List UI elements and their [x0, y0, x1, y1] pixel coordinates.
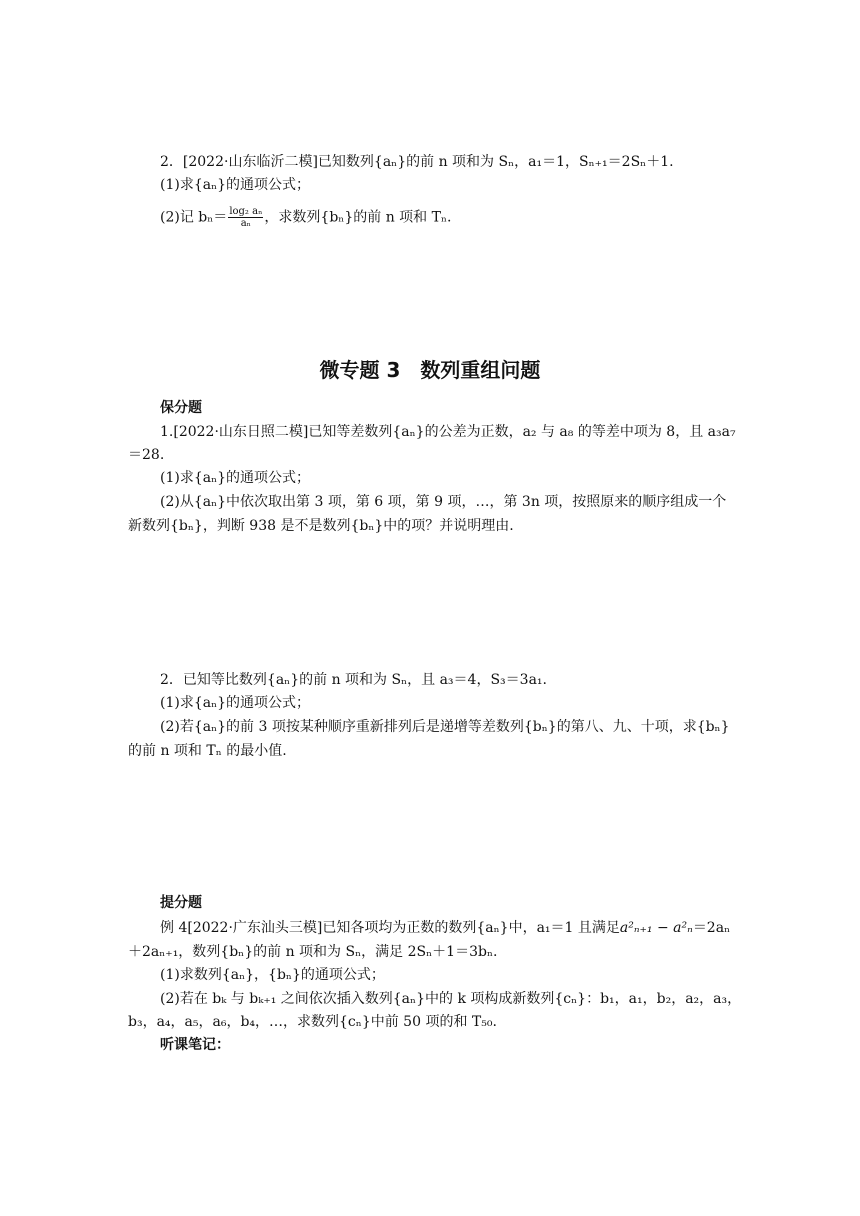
basic-q1-line-1: 1.[2022·山东日照二模]已知等差数列{aₙ}的公差为正数，a₂ 与 a₈ 的等差中项为 8，且 a₃a₇	[160, 424, 736, 440]
basic-q1-line-2: ＝28.	[128, 447, 165, 463]
problem-2-part-2-suffix: ，求数列{bₙ}的前 n 项和 Tₙ.	[264, 209, 452, 226]
fraction-numerator: log₂ aₙ	[229, 206, 263, 217]
example-4-part-2: (2)若在 bₖ 与 bₖ₊₁ 之间依次插入数列{aₙ}中的 k 项构成新数列{cₙ}：b₁，a₁，b₂，a₂，a₃，	[160, 991, 742, 1007]
example-4-part-1: (1)求数列{aₙ}，{bₙ}的通项公式；	[160, 967, 385, 983]
problem-2-statement: 2．[2022·山东临沂二模]已知数列{aₙ}的前 n 项和为 Sₙ，a₁＝1，Sₙ₊₁＝2Sₙ＋1.	[160, 154, 674, 170]
example-4-line-1-suffix: ＝2aₙ	[692, 920, 731, 936]
basic-q2-part-2-cont: 的前 n 项和 Tₙ 的最小值.	[128, 743, 287, 759]
section-title: 微专题 3 数列重组问题	[319, 358, 541, 382]
basic-q1-part-2-cont: 新数列{bₙ}，判断 938 是不是数列{bₙ}中的项？并说明理由.	[128, 518, 514, 534]
advanced-heading: 提分题	[160, 895, 202, 911]
problem-2-part-2-prefix: (2)记 bₙ＝	[160, 209, 228, 226]
basic-q2-part-2: (2)若{aₙ}的前 3 项按某种顺序重新排列后是递增等差数列{bₙ}的第八、九、十项，求{bₙ}	[160, 719, 730, 735]
fraction-denominator: aₙ	[240, 218, 252, 229]
example-4-math: a²ₙ₊₁ − a²ₙ	[619, 920, 693, 936]
problem-2-part-2	[160, 206, 452, 229]
notes-heading: 听课笔记：	[160, 1037, 230, 1053]
basic-q2-part-1: (1)求{aₙ}的通项公式；	[160, 695, 311, 711]
example-4-line-2: ＋2aₙ₊₁，数列{bₙ}的前 n 项和为 Sₙ，满足 2Sₙ＋1＝3bₙ.	[128, 944, 498, 960]
basic-q1-part-2: (2)从{aₙ}中依次取出第 3 项，第 6 项，第 9 项，…，第 3n 项，按照原来的顺序组成一个	[160, 494, 727, 510]
basic-q1-part-1: (1)求{aₙ}的通项公式；	[160, 470, 311, 486]
basic-q2-line-1: 2．已知等比数列{aₙ}的前 n 项和为 Sₙ，且 a₃＝4，S₃＝3a₁.	[160, 672, 547, 688]
example-4-part-2-cont: b₃，a₄，a₅，a₆，b₄，…，求数列{cₙ}中前 50 项的和 T₅₀.	[128, 1014, 497, 1030]
example-4-line-1-prefix: 例 4[2022·广东汕头三模]已知各项均为正数的数列{aₙ}中，a₁＝1 且满足	[160, 920, 620, 936]
basic-heading: 保分题	[160, 400, 202, 416]
fraction	[228, 206, 263, 229]
problem-2-part-1: (1)求{aₙ}的通项公式；	[160, 177, 311, 193]
example-4-line-1	[160, 918, 730, 938]
